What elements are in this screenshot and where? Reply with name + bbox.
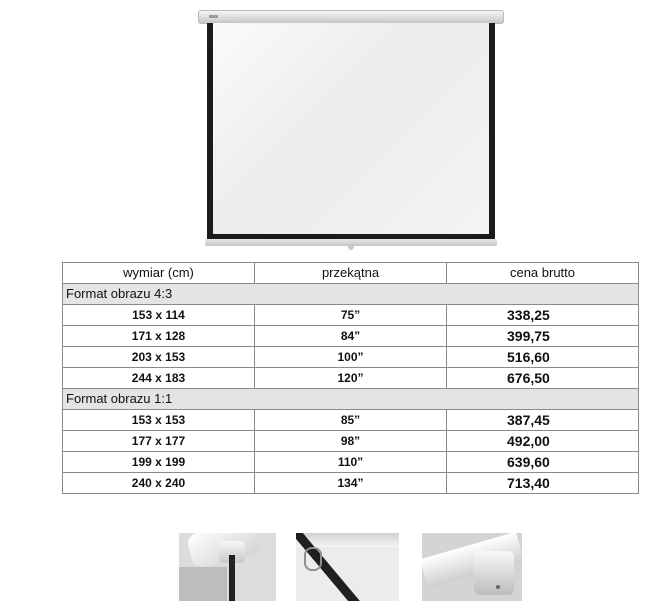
table-row [63,410,639,431]
diagonal-cell: 98” [255,431,447,452]
diagonal-cell: 75” [255,305,447,326]
diagonal-cell: 134” [255,473,447,494]
diagonal-cell: 120” [255,368,447,389]
table-header-row [63,263,639,284]
table-row [63,452,639,473]
diagonal-cell: 110” [255,452,447,473]
size-cell: 203 x 153 [63,347,255,368]
price-cell: 492,00 [447,431,639,452]
table-row [63,326,639,347]
group-label: Format obrazu 1:1 [63,389,639,410]
group-row-4-3 [63,284,639,305]
size-cell: 240 x 240 [63,473,255,494]
price-cell: 676,50 [447,368,639,389]
detail-photo-endcap [422,533,522,601]
group-label: Format obrazu 4:3 [63,284,639,305]
size-cell: 153 x 114 [63,305,255,326]
header-price: cena brutto [447,263,639,284]
group-row-1-1 [63,389,639,410]
price-table [62,262,639,494]
size-cell: 153 x 153 [63,410,255,431]
size-cell: 171 x 128 [63,326,255,347]
diagonal-cell: 85” [255,410,447,431]
screen-surface [207,23,495,240]
table-row [63,305,639,326]
diagonal-cell: 100” [255,347,447,368]
table-row [63,368,639,389]
header-diagonal: przekątna [255,263,447,284]
table-row [63,473,639,494]
screen-bottom-bar [205,239,497,246]
price-cell: 516,60 [447,347,639,368]
price-cell: 387,45 [447,410,639,431]
size-cell: 199 x 199 [63,452,255,473]
header-size: wymiar (cm) [63,263,255,284]
price-cell: 338,25 [447,305,639,326]
brand-logo [209,15,218,18]
table-row [63,431,639,452]
size-cell: 177 x 177 [63,431,255,452]
pull-handle [348,246,354,250]
projection-screen-image [198,10,504,246]
size-cell: 244 x 183 [63,368,255,389]
price-cell: 399,75 [447,326,639,347]
diagonal-cell: 84” [255,326,447,347]
price-cell: 639,60 [447,452,639,473]
table-row [63,347,639,368]
detail-photo-housing [179,533,276,601]
price-cell: 713,40 [447,473,639,494]
detail-photo-pull-cord [296,533,399,601]
screen-housing [198,10,504,24]
